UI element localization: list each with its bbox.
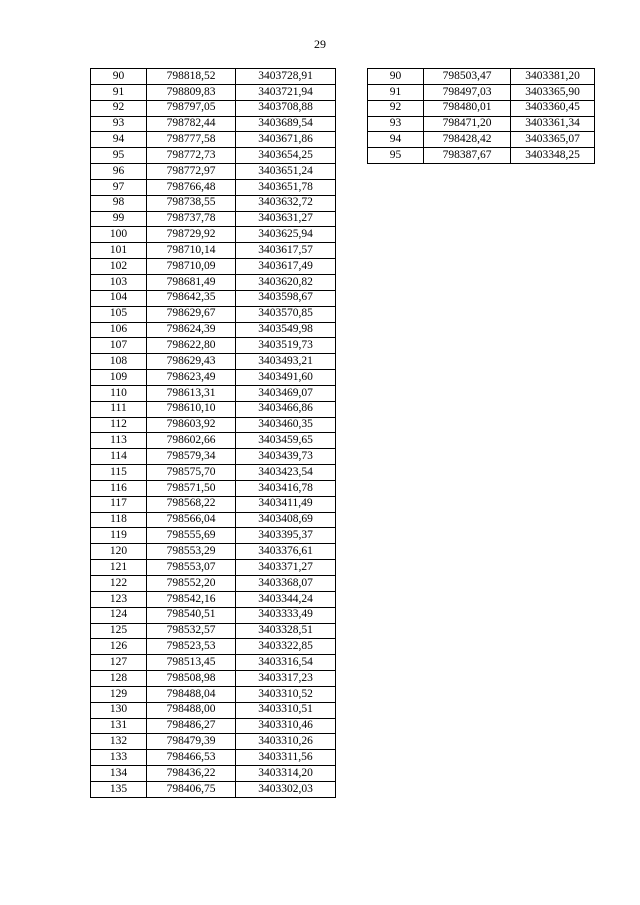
table-row: [91, 671, 336, 687]
x-coordinate-cell: 798471,20: [424, 116, 511, 132]
point-number-cell: 102: [91, 259, 147, 275]
table-row: [91, 211, 336, 227]
table-row: [91, 465, 336, 481]
table-row: [91, 385, 336, 401]
y-coordinate-cell: 3403620,82: [236, 274, 336, 290]
x-coordinate-cell: 798777,58: [147, 132, 236, 148]
x-coordinate-cell: 798566,04: [147, 512, 236, 528]
x-coordinate-cell: 798624,39: [147, 322, 236, 338]
point-number-cell: 134: [91, 766, 147, 782]
y-coordinate-cell: 3403598,67: [236, 290, 336, 306]
table-row: [91, 544, 336, 560]
y-coordinate-cell: 3403651,78: [236, 179, 336, 195]
x-coordinate-cell: 798466,53: [147, 750, 236, 766]
y-coordinate-cell: 3403617,49: [236, 259, 336, 275]
x-coordinate-cell: 798610,10: [147, 401, 236, 417]
y-coordinate-cell: 3403316,54: [236, 655, 336, 671]
table-row: [91, 417, 336, 433]
x-coordinate-cell: 798513,45: [147, 655, 236, 671]
x-coordinate-cell: 798738,55: [147, 195, 236, 211]
x-coordinate-cell: 798488,00: [147, 702, 236, 718]
table-row: [91, 132, 336, 148]
point-number-cell: 129: [91, 686, 147, 702]
table-row: [91, 449, 336, 465]
table-row: [91, 766, 336, 782]
point-number-cell: 99: [91, 211, 147, 227]
point-number-cell: 94: [91, 132, 147, 148]
y-coordinate-cell: 3403721,94: [236, 84, 336, 100]
x-coordinate-cell: 798772,97: [147, 164, 236, 180]
table-row: [91, 655, 336, 671]
point-number-cell: 119: [91, 528, 147, 544]
y-coordinate-cell: 3403348,25: [511, 148, 595, 164]
y-coordinate-cell: 3403439,73: [236, 449, 336, 465]
point-number-cell: 125: [91, 623, 147, 639]
x-coordinate-cell: 798553,07: [147, 560, 236, 576]
table-row: [91, 591, 336, 607]
table-row: [91, 148, 336, 164]
y-coordinate-cell: 3403491,60: [236, 370, 336, 386]
table-row: [91, 274, 336, 290]
x-coordinate-cell: 798552,20: [147, 576, 236, 592]
point-number-cell: 90: [368, 69, 424, 85]
y-coordinate-cell: 3403310,51: [236, 702, 336, 718]
x-coordinate-cell: 798729,92: [147, 227, 236, 243]
table-row: [91, 354, 336, 370]
x-coordinate-cell: 798629,43: [147, 354, 236, 370]
y-coordinate-cell: 3403322,85: [236, 639, 336, 655]
point-number-cell: 120: [91, 544, 147, 560]
y-coordinate-cell: 3403368,07: [236, 576, 336, 592]
table-row: [91, 686, 336, 702]
x-coordinate-cell: 798497,03: [424, 84, 511, 100]
table-row: [91, 401, 336, 417]
x-coordinate-cell: 798603,92: [147, 417, 236, 433]
table-row: [91, 116, 336, 132]
point-number-cell: 105: [91, 306, 147, 322]
y-coordinate-cell: 3403651,24: [236, 164, 336, 180]
x-coordinate-cell: 798480,01: [424, 100, 511, 116]
y-coordinate-cell: 3403381,20: [511, 69, 595, 85]
x-coordinate-cell: 798818,52: [147, 69, 236, 85]
table-row: [91, 164, 336, 180]
x-coordinate-cell: 798571,50: [147, 480, 236, 496]
point-number-cell: 114: [91, 449, 147, 465]
point-number-cell: 124: [91, 607, 147, 623]
y-coordinate-cell: 3403333,49: [236, 607, 336, 623]
point-number-cell: 97: [91, 179, 147, 195]
x-coordinate-cell: 798503,47: [424, 69, 511, 85]
point-number-cell: 123: [91, 591, 147, 607]
point-number-cell: 113: [91, 433, 147, 449]
table-row: [91, 528, 336, 544]
table-row: [368, 132, 595, 148]
y-coordinate-cell: 3403617,57: [236, 243, 336, 259]
point-number-cell: 112: [91, 417, 147, 433]
table-row: [91, 496, 336, 512]
x-coordinate-cell: 798508,98: [147, 671, 236, 687]
x-coordinate-cell: 798553,29: [147, 544, 236, 560]
x-coordinate-cell: 798772,73: [147, 148, 236, 164]
point-number-cell: 91: [91, 84, 147, 100]
point-number-cell: 135: [91, 781, 147, 797]
x-coordinate-cell: 798555,69: [147, 528, 236, 544]
table-row: [91, 639, 336, 655]
x-coordinate-cell: 798797,05: [147, 100, 236, 116]
point-number-cell: 107: [91, 338, 147, 354]
y-coordinate-cell: 3403328,51: [236, 623, 336, 639]
table-row: [91, 306, 336, 322]
table-row: [91, 576, 336, 592]
x-coordinate-cell: 798623,49: [147, 370, 236, 386]
table-row: [91, 734, 336, 750]
table-row: [91, 607, 336, 623]
y-coordinate-cell: 3403632,72: [236, 195, 336, 211]
point-number-cell: 127: [91, 655, 147, 671]
x-coordinate-cell: 798613,31: [147, 385, 236, 401]
table-row: [91, 781, 336, 797]
y-coordinate-cell: 3403654,25: [236, 148, 336, 164]
y-coordinate-cell: 3403310,46: [236, 718, 336, 734]
point-number-cell: 126: [91, 639, 147, 655]
y-coordinate-cell: 3403625,94: [236, 227, 336, 243]
point-number-cell: 90: [91, 69, 147, 85]
table-row: [91, 243, 336, 259]
table-row: [91, 750, 336, 766]
point-number-cell: 95: [368, 148, 424, 164]
point-number-cell: 122: [91, 576, 147, 592]
table-row: [91, 227, 336, 243]
table-row: [91, 179, 336, 195]
point-number-cell: 110: [91, 385, 147, 401]
point-number-cell: 111: [91, 401, 147, 417]
table-row: [91, 195, 336, 211]
y-coordinate-cell: 3403365,07: [511, 132, 595, 148]
table-row: [368, 148, 595, 164]
table-row: [91, 322, 336, 338]
y-coordinate-cell: 3403416,78: [236, 480, 336, 496]
table-row: [91, 623, 336, 639]
x-coordinate-cell: 798579,34: [147, 449, 236, 465]
y-coordinate-cell: 3403423,54: [236, 465, 336, 481]
coordinates-table-left: [90, 68, 336, 798]
table-row: [91, 370, 336, 386]
table-row: [91, 433, 336, 449]
x-coordinate-cell: 798532,57: [147, 623, 236, 639]
y-coordinate-cell: 3403519,73: [236, 338, 336, 354]
point-number-cell: 104: [91, 290, 147, 306]
y-coordinate-cell: 3403371,27: [236, 560, 336, 576]
table-row: [91, 259, 336, 275]
point-number-cell: 96: [91, 164, 147, 180]
y-coordinate-cell: 3403314,20: [236, 766, 336, 782]
table-row: [91, 69, 336, 85]
table-row: [91, 702, 336, 718]
point-number-cell: 94: [368, 132, 424, 148]
x-coordinate-cell: 798575,70: [147, 465, 236, 481]
x-coordinate-cell: 798602,66: [147, 433, 236, 449]
table-row: [91, 512, 336, 528]
y-coordinate-cell: 3403459,65: [236, 433, 336, 449]
y-coordinate-cell: 3403302,03: [236, 781, 336, 797]
x-coordinate-cell: 798681,49: [147, 274, 236, 290]
point-number-cell: 117: [91, 496, 147, 512]
y-coordinate-cell: 3403493,21: [236, 354, 336, 370]
table-row: [368, 116, 595, 132]
coordinates-table-right: [367, 68, 595, 164]
table-row: [368, 84, 595, 100]
x-coordinate-cell: 798622,80: [147, 338, 236, 354]
x-coordinate-cell: 798387,67: [424, 148, 511, 164]
y-coordinate-cell: 3403365,90: [511, 84, 595, 100]
y-coordinate-cell: 3403360,45: [511, 100, 595, 116]
x-coordinate-cell: 798782,44: [147, 116, 236, 132]
y-coordinate-cell: 3403671,86: [236, 132, 336, 148]
y-coordinate-cell: 3403460,35: [236, 417, 336, 433]
y-coordinate-cell: 3403310,52: [236, 686, 336, 702]
y-coordinate-cell: 3403361,34: [511, 116, 595, 132]
y-coordinate-cell: 3403466,86: [236, 401, 336, 417]
table-row: [91, 718, 336, 734]
point-number-cell: 92: [368, 100, 424, 116]
table-row: [91, 338, 336, 354]
x-coordinate-cell: 798737,78: [147, 211, 236, 227]
x-coordinate-cell: 798479,39: [147, 734, 236, 750]
x-coordinate-cell: 798488,04: [147, 686, 236, 702]
table-row: [91, 84, 336, 100]
point-number-cell: 98: [91, 195, 147, 211]
y-coordinate-cell: 3403408,69: [236, 512, 336, 528]
point-number-cell: 109: [91, 370, 147, 386]
x-coordinate-cell: 798540,51: [147, 607, 236, 623]
table-row: [91, 560, 336, 576]
point-number-cell: 132: [91, 734, 147, 750]
table-row: [368, 69, 595, 85]
y-coordinate-cell: 3403344,24: [236, 591, 336, 607]
point-number-cell: 121: [91, 560, 147, 576]
y-coordinate-cell: 3403310,26: [236, 734, 336, 750]
point-number-cell: 115: [91, 465, 147, 481]
y-coordinate-cell: 3403708,88: [236, 100, 336, 116]
x-coordinate-cell: 798523,53: [147, 639, 236, 655]
x-coordinate-cell: 798542,16: [147, 591, 236, 607]
y-coordinate-cell: 3403395,37: [236, 528, 336, 544]
point-number-cell: 93: [368, 116, 424, 132]
point-number-cell: 91: [368, 84, 424, 100]
x-coordinate-cell: 798406,75: [147, 781, 236, 797]
point-number-cell: 116: [91, 480, 147, 496]
page-number: 29: [314, 37, 326, 51]
table-row: [91, 100, 336, 116]
point-number-cell: 131: [91, 718, 147, 734]
point-number-cell: 93: [91, 116, 147, 132]
point-number-cell: 118: [91, 512, 147, 528]
y-coordinate-cell: 3403317,23: [236, 671, 336, 687]
x-coordinate-cell: 798436,22: [147, 766, 236, 782]
point-number-cell: 95: [91, 148, 147, 164]
y-coordinate-cell: 3403469,07: [236, 385, 336, 401]
x-coordinate-cell: 798629,67: [147, 306, 236, 322]
table-row: [91, 480, 336, 496]
y-coordinate-cell: 3403549,98: [236, 322, 336, 338]
table-row: [368, 100, 595, 116]
y-coordinate-cell: 3403570,85: [236, 306, 336, 322]
y-coordinate-cell: 3403411,49: [236, 496, 336, 512]
table-row: [91, 290, 336, 306]
x-coordinate-cell: 798642,35: [147, 290, 236, 306]
x-coordinate-cell: 798710,14: [147, 243, 236, 259]
x-coordinate-cell: 798710,09: [147, 259, 236, 275]
x-coordinate-cell: 798568,22: [147, 496, 236, 512]
point-number-cell: 128: [91, 671, 147, 687]
point-number-cell: 108: [91, 354, 147, 370]
y-coordinate-cell: 3403311,56: [236, 750, 336, 766]
x-coordinate-cell: 798428,42: [424, 132, 511, 148]
point-number-cell: 130: [91, 702, 147, 718]
point-number-cell: 103: [91, 274, 147, 290]
x-coordinate-cell: 798486,27: [147, 718, 236, 734]
x-coordinate-cell: 798766,48: [147, 179, 236, 195]
y-coordinate-cell: 3403689,54: [236, 116, 336, 132]
point-number-cell: 133: [91, 750, 147, 766]
point-number-cell: 101: [91, 243, 147, 259]
x-coordinate-cell: 798809,83: [147, 84, 236, 100]
y-coordinate-cell: 3403631,27: [236, 211, 336, 227]
point-number-cell: 100: [91, 227, 147, 243]
point-number-cell: 106: [91, 322, 147, 338]
point-number-cell: 92: [91, 100, 147, 116]
y-coordinate-cell: 3403728,91: [236, 69, 336, 85]
y-coordinate-cell: 3403376,61: [236, 544, 336, 560]
